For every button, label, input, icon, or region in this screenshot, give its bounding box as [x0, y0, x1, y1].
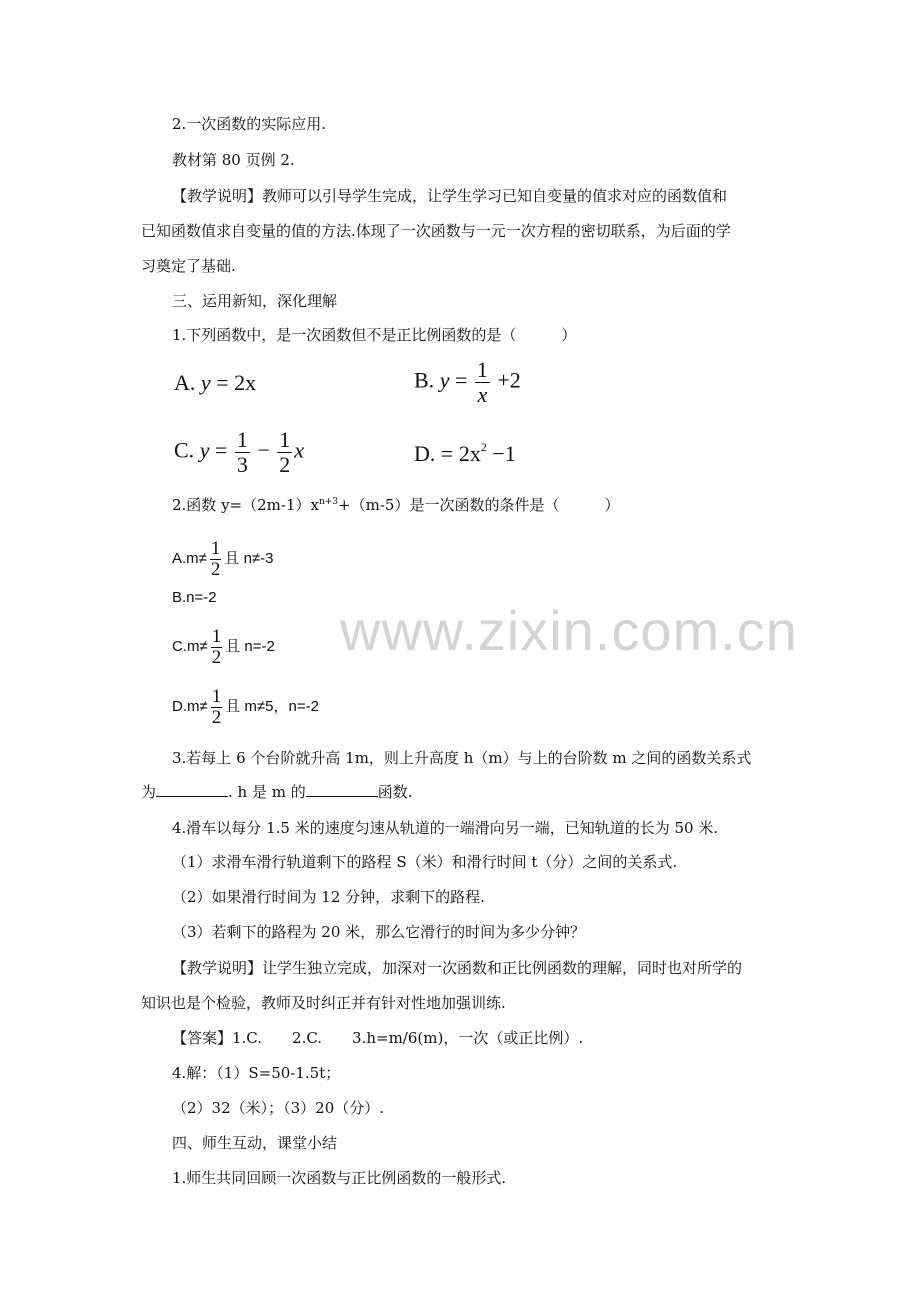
q1-option-b: B. y = $\frac{1}{x}$ +2 — [414, 357, 521, 407]
answer-blank[interactable] — [156, 782, 228, 797]
q2-option-c: C.m≠ $\frac{1}{2}$ 且 n=-2 — [172, 625, 275, 668]
question-2-stem: 2.函数 $y=(2m-1)x^{n+3}+(m-5)$是一次函数的条件是（ ） — [172, 496, 620, 514]
question-4-stem: 4.滑车以每分 1.5 米的速度匀速从轨道的一端滑向另一端，已知轨道的长为 50 米. — [172, 819, 719, 837]
teaching-note-2-line-1: 【教学说明】让学生独立完成，加深对一次函数和正比例函数的理解，同时也对所学的 — [172, 959, 743, 977]
fraction: $\frac{1}{3}$ — [236, 427, 248, 477]
section2-title: 2.一次函数的实际应用. — [172, 115, 327, 133]
summary-item-1: 1.师生共同回顾一次函数与正比例函数的一般形式. — [172, 1169, 507, 1187]
teaching-note-1-line-3: 习奠定了基础. — [141, 257, 236, 275]
answers-line-1: 【答案】1.C. 2.C. 3.h=m/6(m)，一次（或正比例）. — [172, 1029, 584, 1047]
answers-line-2: 4.解：（1）S=50-1.5t； — [172, 1064, 341, 1082]
question-4-part-3: （3）若剩下的路程为 20 米，那么它滑行的时间为多少分钟？ — [172, 923, 586, 941]
watermark: www.zixin.com.cn — [340, 599, 798, 662]
question-3-line-2: 为 . h 是 m 的 函数. — [141, 783, 413, 801]
part4-title: 四、师生互动，课堂小结 — [172, 1134, 338, 1152]
question-3-line-1: 3.若每上 6 个台阶就升高 1m，则上升高度 h（m）与上的台阶数 m 之间的函数关系式 — [172, 749, 752, 767]
answers-line-3: （2）32（米）；（3）20（分）. — [172, 1099, 385, 1117]
teaching-note-1-line-2: 已知函数值求自变量的值的方法.体现了一次函数与一元一次方程的密切联系，为后面的学 — [141, 222, 731, 240]
q2-option-d: D.m≠ $\frac{1}{2}$ 且 m≠5，n=-2 — [172, 685, 319, 728]
fraction: $\frac{1}{2}$ — [211, 625, 222, 668]
teaching-note-1-line-1: 【教学说明】教师可以引导学生完成，让学生学习已知自变量的值求对应的函数值和 — [172, 187, 728, 205]
question-1-stem: 1.下列函数中，是一次函数但不是正比例函数的是（ ） — [172, 326, 577, 344]
q1-option-a: A. y = 2x — [174, 370, 257, 395]
fraction: $\frac{1}{2}$ — [279, 427, 291, 477]
q2-option-a: A.m≠ $\frac{1}{2}$ 且 n≠-3 — [172, 537, 274, 580]
fraction: $\frac{1}{2}$ — [210, 537, 221, 580]
answer-blank[interactable] — [306, 782, 378, 797]
q2-option-b: B.n=-2 — [172, 589, 217, 606]
question-4-part-1: （1）求滑车滑行轨道剩下的路程 S（米）和滑行时间 t（分）之间的关系式. — [172, 853, 678, 871]
fraction: $\frac{1}{x}$ — [476, 357, 488, 407]
fraction: $\frac{1}{2}$ — [211, 685, 222, 728]
textbook-reference: 教材第 80 页例 2. — [172, 151, 295, 169]
part3-title: 三、运用新知，深化理解 — [172, 292, 338, 310]
question-4-part-2: （2）如果滑行时间为 12 分钟，求剩下的路程. — [172, 888, 485, 906]
q1-option-c: C. y = $\frac{1}{3}$ − $\frac{1}{2}$ x — [174, 427, 305, 477]
teaching-note-2-line-2: 知识也是个检验，教师及时纠正并有针对性地加强训练. — [141, 994, 506, 1012]
q1-option-d: D. = $2x^2 -1$ — [414, 440, 516, 466]
